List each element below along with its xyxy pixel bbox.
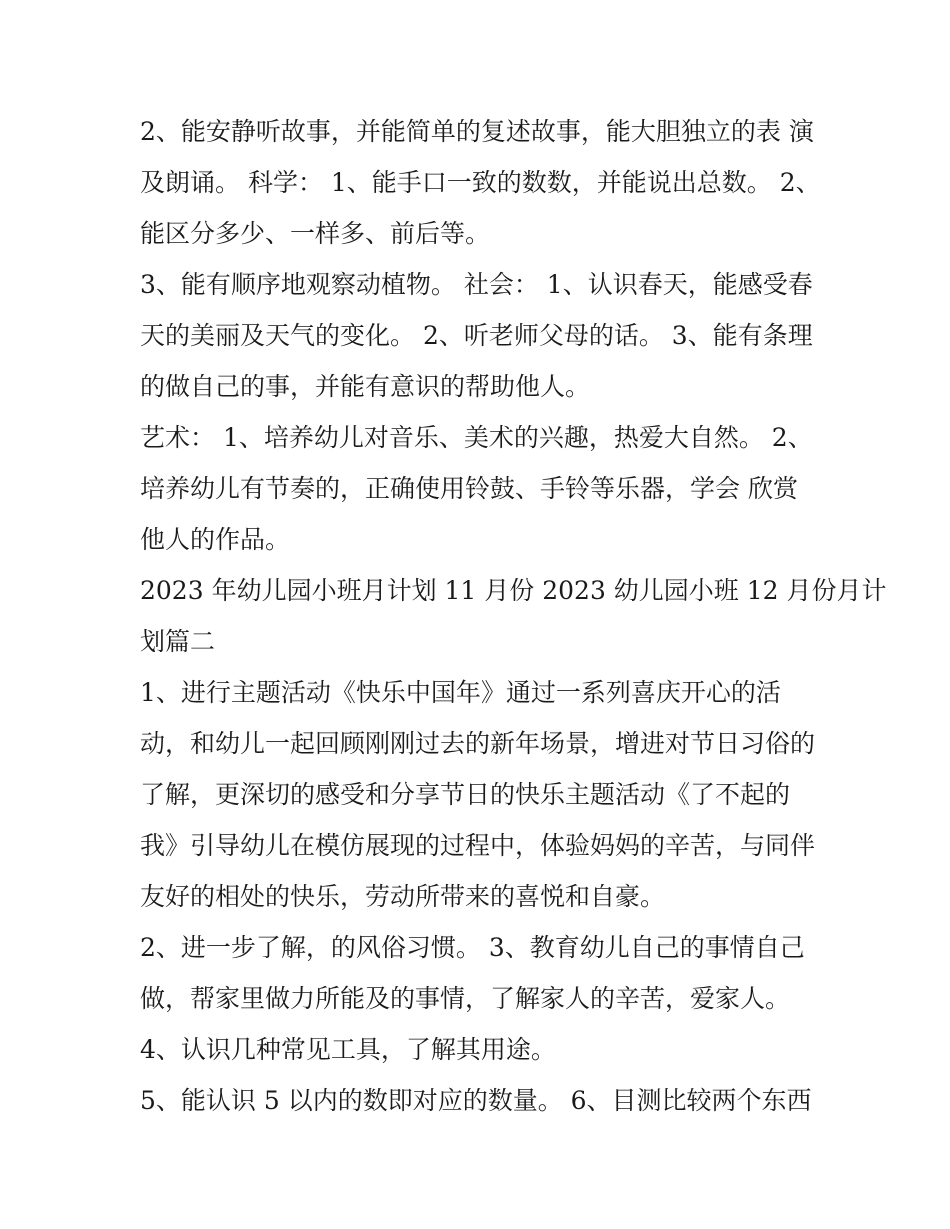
text-line: 做，帮家里做力所能及的事情，了解家人的辛苦，爱家人。 xyxy=(140,984,791,1013)
text-line: 及朗诵。 科学： 1、能手口一致的数数，并能说出总数。 2、 xyxy=(140,168,821,197)
text-line: 2023 年幼儿园小班月计划 11 月份 2023 幼儿园小班 12 月份月计 xyxy=(140,576,887,605)
text-line: 友好的相处的快乐，劳动所带来的喜悦和自豪。 xyxy=(140,882,666,911)
text-line: 2、进一步了解，的风俗习惯。 3、教育幼儿自己的事情自己 xyxy=(140,933,805,962)
text-line: 的做自己的事，并能有意识的帮助他人。 xyxy=(140,372,591,401)
document-body xyxy=(140,106,887,1126)
text-line: 划篇二 xyxy=(140,627,216,656)
text-line: 2、能安静听故事，并能简单的复述故事，能大胆独立的表 演 xyxy=(140,117,814,146)
text-line: 动，和幼儿一起回顾刚刚过去的新年场景，增进对节日习俗的 xyxy=(140,729,816,758)
text-line: 天的美丽及天气的变化。 2、听老师父母的话。 3、能有条理 xyxy=(140,321,813,350)
text-line: 培养幼儿有节奏的，正确使用铃鼓、手铃等乐器，学会 欣赏 xyxy=(140,474,798,503)
text-line: 5、能认识 5 以内的数即对应的数量。 6、目测比较两个东西 xyxy=(140,1086,812,1115)
text-line: 艺术： 1、培养幼儿对音乐、美术的兴趣，热爱大自然。 2、 xyxy=(140,423,813,452)
text-line: 1、进行主题活动《快乐中国年》通过一系列喜庆开心的活 xyxy=(140,678,781,707)
text-line: 我》引导幼儿在模仿展现的过程中，体验妈妈的辛苦，与同伴 xyxy=(140,831,816,860)
text-line: 他人的作品。 xyxy=(140,525,291,554)
text-line: 了解，更深切的感受和分享节日的快乐主题活动《了不起的 xyxy=(140,780,791,809)
text-line: 能区分多少、一样多、前后等。 xyxy=(140,219,491,248)
text-line: 4、认识几种常见工具，了解其用途。 xyxy=(140,1035,556,1064)
text-line: 3、能有顺序地观察动植物。 社会： 1、认识春天，能感受春 xyxy=(140,270,813,299)
